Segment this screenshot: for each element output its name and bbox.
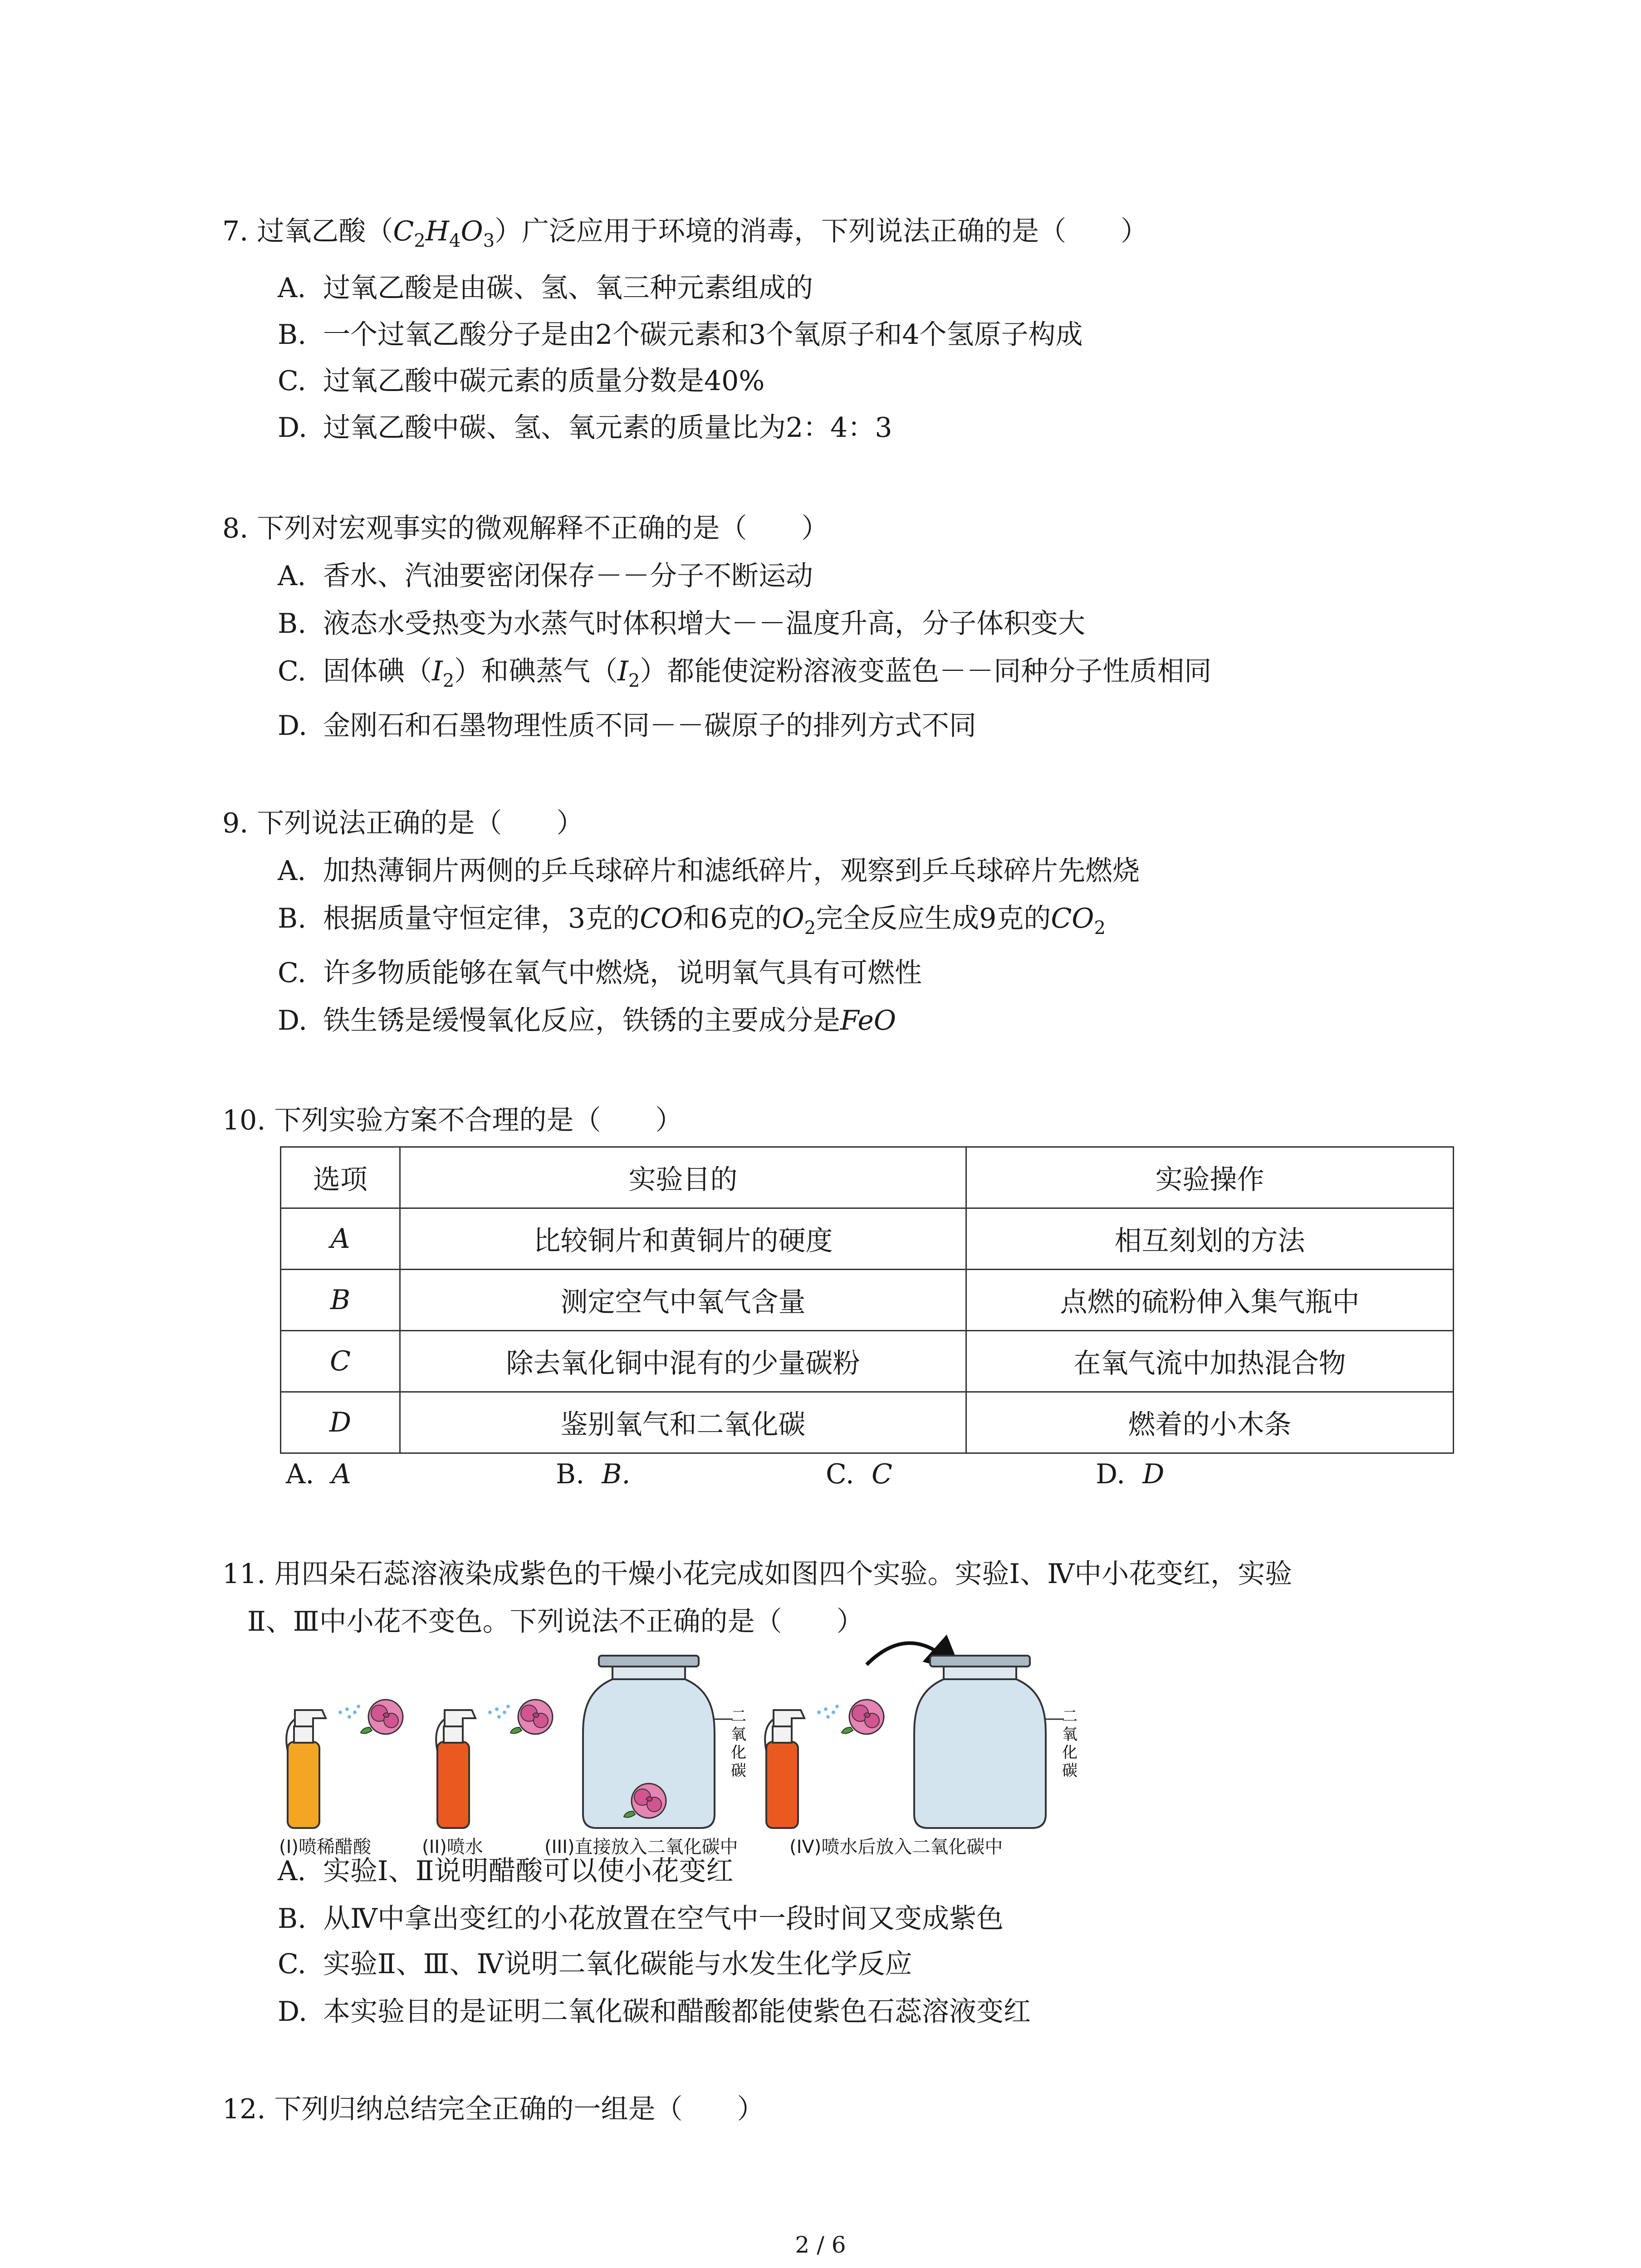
question-9-option-b: B. 根据质量守恒定律，3克的CO和6克的$O_2$完全反应生成9克的$CO_2$ bbox=[278, 903, 1106, 938]
question-9-option-a: A. 加热薄铜片两侧的乒乓球碎片和滤纸碎片，观察到乒乓球碎片先燃烧 bbox=[278, 855, 1140, 887]
question-11-option-a: A. 实验Ⅰ、Ⅱ说明醋酸可以使小花变红 bbox=[278, 1855, 734, 1887]
flower-2-icon bbox=[510, 1700, 553, 1734]
question-8-option-a: A. 香水、汽油要密闭保存－－分子不断运动 bbox=[278, 560, 813, 592]
question-8-stem: 8. 下列对宏观事实的微观解释不正确的是（ ） bbox=[222, 513, 829, 544]
table-header-row bbox=[281, 1147, 1454, 1208]
table-header: 实验目的 bbox=[400, 1147, 966, 1208]
table-cell: 鉴别氧气和二氧化碳 bbox=[400, 1392, 966, 1453]
table-row bbox=[281, 1331, 1454, 1392]
table-row bbox=[281, 1270, 1454, 1331]
question-12-stem: 12. 下列归纳总结完全正确的一组是（ ） bbox=[222, 2093, 764, 2125]
spray-bottle-2-icon bbox=[436, 1710, 475, 1828]
table-cell: 在氧气流中加热混合物 bbox=[966, 1331, 1454, 1392]
experiment-figure bbox=[272, 1615, 1134, 1851]
question-7-option-d: D. 过氧乙酸中碳、氢、氧元素的质量比为2：4：3 bbox=[278, 412, 892, 444]
table-cell: 点燃的硫粉伸入集气瓶中 bbox=[966, 1270, 1454, 1331]
figure-caption-1: (I)喷稀醋酸 bbox=[279, 1837, 372, 1857]
question-11-stem-line1: 11. 用四朵石蕊溶液染成紫色的干燥小花完成如图四个实验。实验Ⅰ、Ⅳ中小花变红，实验 bbox=[222, 1558, 1293, 1590]
co2-jar-label-1: 二氧化碳 bbox=[731, 1707, 746, 1780]
table-cell: 测定空气中氧气含量 bbox=[400, 1270, 966, 1331]
table-cell: 相互刻划的方法 bbox=[966, 1208, 1454, 1270]
table-cell: C bbox=[281, 1331, 400, 1392]
question-10-choice-a: A. A bbox=[286, 1458, 351, 1490]
spray-bottle-3-icon bbox=[765, 1710, 804, 1828]
table-cell: D bbox=[281, 1392, 400, 1453]
question-8-option-b: B. 液态水受热变为水蒸气时体积增大－－温度升高，分子体积变大 bbox=[278, 608, 1085, 640]
spray-bottle-1-icon bbox=[286, 1710, 326, 1828]
flower-4-icon bbox=[842, 1700, 884, 1734]
experiment-table bbox=[280, 1146, 1454, 1454]
table-header: 实验操作 bbox=[966, 1147, 1454, 1208]
question-7-option-b: B. 一个过氧乙酸分子是由2个碳元素和3个氧原子和4个氢原子构成 bbox=[278, 319, 1083, 351]
table-cell: 比较铜片和黄铜片的硬度 bbox=[400, 1208, 966, 1270]
figure-caption-4: (IV)喷水后放入二氧化碳中 bbox=[789, 1837, 1003, 1857]
figure-caption-2: (II)喷水 bbox=[422, 1837, 483, 1857]
question-7-option-a: A. 过氧乙酸是由碳、氢、氧三种元素组成的 bbox=[278, 272, 813, 304]
table-cell: 燃着的小木条 bbox=[966, 1392, 1454, 1453]
question-10-choice-d: D. D bbox=[1096, 1458, 1165, 1490]
flower-1-icon bbox=[361, 1700, 403, 1734]
question-8-option-c: C. 固体碘$(I_2)$和碘蒸气$(I_2)$都能使淀粉溶液变蓝色－－同种分子性质相同 bbox=[278, 655, 1212, 691]
question-9-stem: 9. 下列说法正确的是（ ） bbox=[222, 807, 584, 839]
question-9-option-c: C. 许多物质能够在氧气中燃烧，说明氧气具有可燃性 bbox=[278, 957, 922, 989]
table-cell: 除去氧化铜中混有的少量碳粉 bbox=[400, 1331, 966, 1392]
question-10-choice-b: B. B. bbox=[556, 1458, 631, 1490]
question-9-option-d: D. 铁生锈是缓慢氧化反应，铁锈的主要成分是FeO bbox=[278, 1005, 896, 1036]
question-11-stem-line2: Ⅱ、Ⅲ中小花不变色。下列说法不正确的是（ ） bbox=[247, 1606, 864, 1637]
figure-caption-3: (III)直接放入二氧化碳中 bbox=[544, 1837, 738, 1857]
question-11-option-d: D. 本实验目的是证明二氧化碳和醋酸都能使紫色石蕊溶液变红 bbox=[278, 1996, 1031, 2028]
question-7-option-c: C. 过氧乙酸中碳元素的质量分数是40% bbox=[278, 365, 765, 397]
question-10-choice-c: C. C bbox=[826, 1458, 892, 1490]
table-row bbox=[281, 1392, 1454, 1453]
question-8-option-d: D. 金刚石和石墨物理性质不同－－碳原子的排列方式不同 bbox=[278, 710, 976, 742]
table-cell: B bbox=[281, 1270, 400, 1331]
question-10-stem: 10. 下列实验方案不合理的是（ ） bbox=[222, 1105, 683, 1136]
question-7-stem: 7. 过氧乙酸$(C_2H_4O_3)$广泛应用于环境的消毒，下列说法正确的是（ ） bbox=[222, 215, 1148, 251]
table-row bbox=[281, 1208, 1454, 1270]
table-header: 选项 bbox=[281, 1147, 400, 1208]
page-number: 2 / 6 bbox=[795, 2232, 846, 2258]
table-cell: A bbox=[281, 1208, 400, 1270]
spray-mist-2 bbox=[488, 1705, 510, 1719]
spray-mist-3 bbox=[817, 1705, 839, 1719]
co2-jar-2-icon bbox=[914, 1656, 1064, 1828]
spray-mist-1 bbox=[338, 1705, 360, 1719]
question-11-option-b: B. 从Ⅳ中拿出变红的小花放置在空气中一段时间又变成紫色 bbox=[278, 1903, 1004, 1935]
co2-jar-label-2: 二氧化碳 bbox=[1062, 1707, 1078, 1780]
question-11-option-c: C. 实验Ⅱ、Ⅲ、Ⅳ说明二氧化碳能与水发生化学反应 bbox=[278, 1948, 912, 1980]
